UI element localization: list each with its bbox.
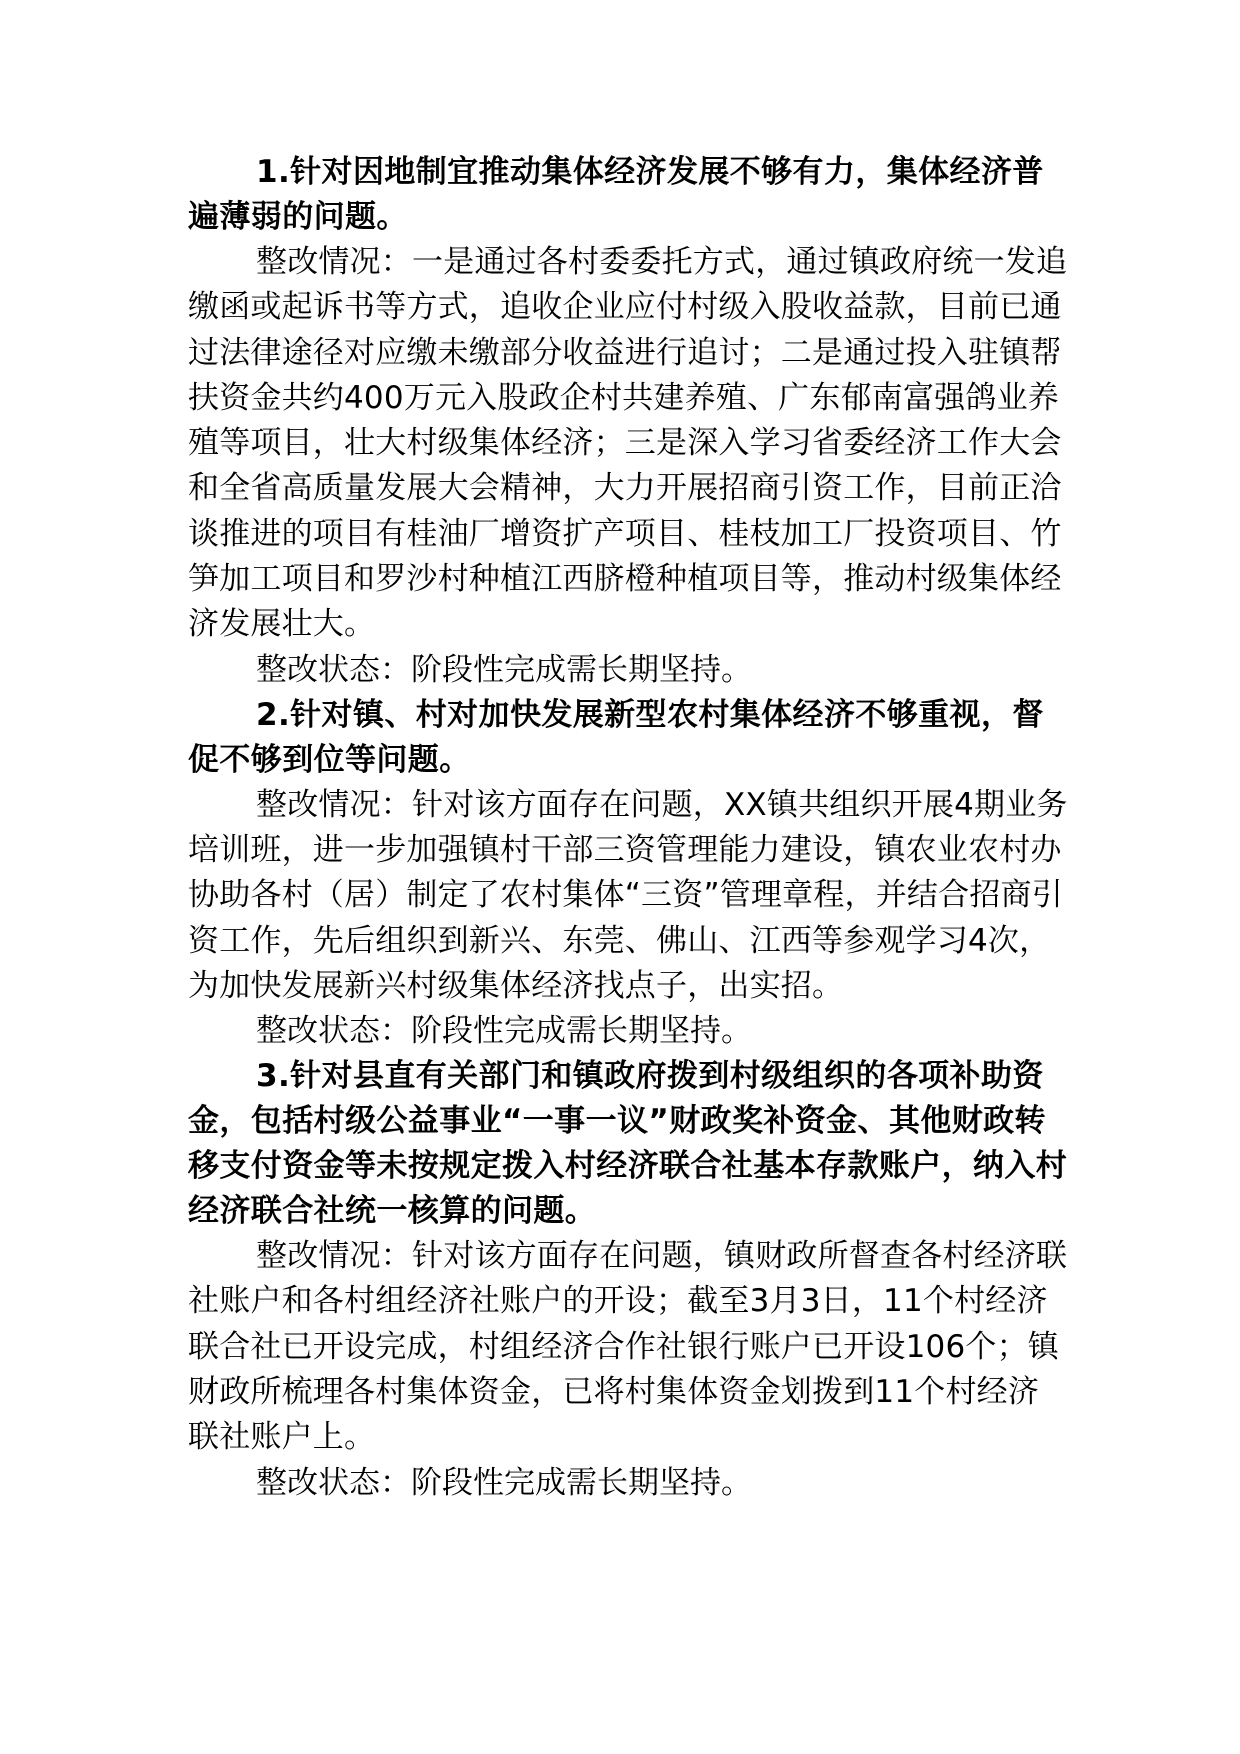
section-1 xyxy=(188,150,1068,693)
rectification-status: 整改状态：阶段性完成需长期坚持。 xyxy=(256,1464,752,1501)
document-page xyxy=(188,150,1068,1506)
rectification-situation: 整改情况：针对该方面存在问题，XX镇共组织开展4期业务培训班，进一步加强镇村干部三资管理能力建设，镇农业农村办协助各村（居）制定了农村集体“三资”管理章程，并结合招商引资工作，先后组织到新兴、东莞、佛山、江西等参观学习4次，为加快发展新兴村级集体经济找点子，出实招。 xyxy=(188,786,1068,1004)
section-3 xyxy=(188,1054,1068,1505)
section-2 xyxy=(188,693,1068,1054)
rectification-situation: 整改情况：一是通过各村委委托方式，通过镇政府统一发追缴函或起诉书等方式，追收企业应付村级入股收益款，目前已通过法律途径对应缴未缴部分收益进行追讨；二是通过投入驻镇帮扶资金共约400万元入股政企村共建养殖、广东郁南富强鸽业养殖等项目，壮大村级集体经济；三是深入学习省委经济工作大会和全省高质量发展大会精神，大力开展招商引资工作，目前正洽谈推进的项目有桂油厂增资扩产项目、桂枝加工厂投资项目、竹笋加工项目和罗沙村种植江西脐橙种植项目等，推动村级集体经济发展壮大。 xyxy=(188,244,1068,643)
rectification-status: 整改状态：阶段性完成需长期坚持。 xyxy=(256,651,752,688)
rectification-status: 整改状态：阶段性完成需长期坚持。 xyxy=(256,1013,752,1050)
rectification-situation: 整改情况：针对该方面存在问题，镇财政所督查各村经济联社账户和各村组经济社账户的开设；截至3月3日，11个村经济联合社已开设完成，村组经济合作社银行账户已开设106个；镇财政所梳理各村集体资金，已将村集体资金划拨到11个村经济联社账户上。 xyxy=(188,1238,1068,1456)
section-heading: 3.针对县直有关部门和镇政府拨到村级组织的各项补助资金，包括村级公益事业“一事一议”财政奖补资金、其他财政转移支付资金等未按规定拨入村经济联合社基本存款账户，纳入村经济联合社统一核算的问题。 xyxy=(188,1058,1068,1230)
section-heading: 1.针对因地制宜推动集体经济发展不够有力，集体经济普遍薄弱的问题。 xyxy=(188,154,1044,235)
section-heading: 2.针对镇、村对加快发展新型农村集体经济不够重视，督促不够到位等问题。 xyxy=(188,696,1044,778)
